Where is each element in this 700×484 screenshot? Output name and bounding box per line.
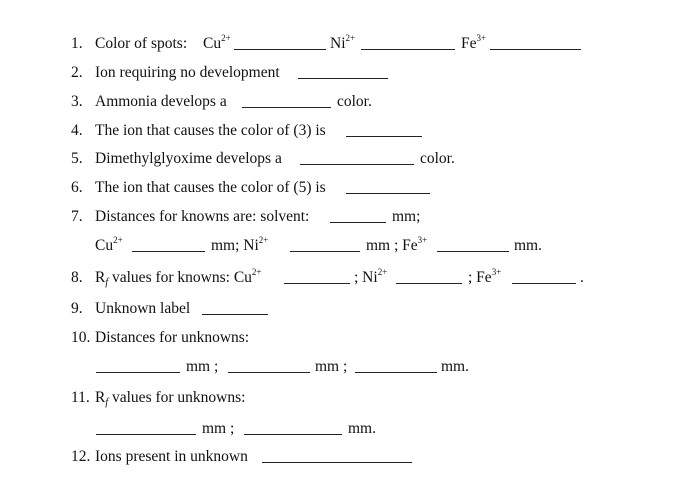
answer-blank[interactable] [242,92,331,108]
question-label: Dimethylglyoxime develops a [95,150,282,167]
question-label: The ion that causes the color of (3) is [95,122,326,139]
ion-cu: $Cu^{2+}$ [95,235,123,254]
ion-ni: mm; $Ni^{2+}$ [211,235,269,254]
question-label: $R_f$ values for knowns: $Cu^{2+}$ [95,267,262,288]
question-number: 2. [71,64,83,81]
answer-blank[interactable] [300,149,414,165]
answer-blank-unknown-2[interactable] [228,357,310,373]
question-label: Distances for knowns are: solvent: [95,208,310,225]
answer-blank-cu-color[interactable] [234,34,326,50]
ion-ni: ; $Ni^{2+}$ [354,267,388,286]
question-number: 1. [71,35,83,52]
question-number: 6. [71,179,83,196]
question-label: Ammonia develops a [95,93,227,110]
answer-blank[interactable] [262,447,412,463]
answer-blank-cu-rf[interactable] [284,268,350,284]
question-label: Unknown label [95,300,191,317]
ion-fe: mm ; $Fe^{3+}$ [366,235,428,254]
question-label: Distances for unknowns: [95,329,250,346]
question-number: 9. [71,300,83,317]
unit-label: mm ; [315,358,348,375]
unit-label: mm ; [202,420,235,437]
end-period: . [580,269,584,286]
unit-label: mm. [348,420,376,437]
ion-fe: ; $Fe^{3+}$ [468,267,502,286]
answer-blank-ni-rf[interactable] [396,268,462,284]
unit-label: mm; [392,208,421,225]
question-number: 3. [71,93,83,110]
answer-blank-cu-distance[interactable] [132,236,205,252]
answer-blank-ni-color[interactable] [361,34,455,50]
question-number: 4. [71,122,83,139]
question-number: 11. [71,389,90,406]
question-suffix: color. [420,150,455,167]
answer-blank-unknown-rf-1[interactable] [96,419,196,435]
question-label: Color of spots: [95,35,188,52]
unit-label: mm. [441,358,469,375]
ion-ni: $Ni^{2+}$ [330,33,356,52]
ion-cu: $Cu^{2+}$ [203,33,231,52]
answer-blank-fe-distance[interactable] [437,236,509,252]
question-label: Ion requiring no development [95,64,280,81]
answer-blank-unknown-1[interactable] [96,357,180,373]
answer-blank[interactable] [346,121,422,137]
question-number: 7. [71,208,83,225]
unit-label: mm ; [186,358,219,375]
question-suffix: color. [337,93,372,110]
answer-blank-fe-rf[interactable] [512,268,576,284]
question-label: Ions present in unknown [95,448,248,465]
answer-blank-fe-color[interactable] [490,34,581,50]
answer-blank[interactable] [346,178,430,194]
answer-blank-ni-distance[interactable] [290,236,360,252]
question-label: $R_f$ values for unknowns: [95,389,246,408]
answer-blank-unknown-3[interactable] [355,357,437,373]
answer-blank[interactable] [298,63,388,79]
question-number: 8. [71,269,83,286]
unit-label: mm. [514,237,542,254]
question-number: 10. [71,329,91,346]
answer-blank-solvent[interactable] [330,207,386,223]
ion-fe: $Fe^{3+}$ [461,33,487,52]
answer-blank[interactable] [202,299,268,315]
question-label: The ion that causes the color of (5) is [95,179,326,196]
answer-blank-unknown-rf-2[interactable] [244,419,342,435]
question-number: 12. [71,448,91,465]
question-number: 5. [71,150,83,167]
